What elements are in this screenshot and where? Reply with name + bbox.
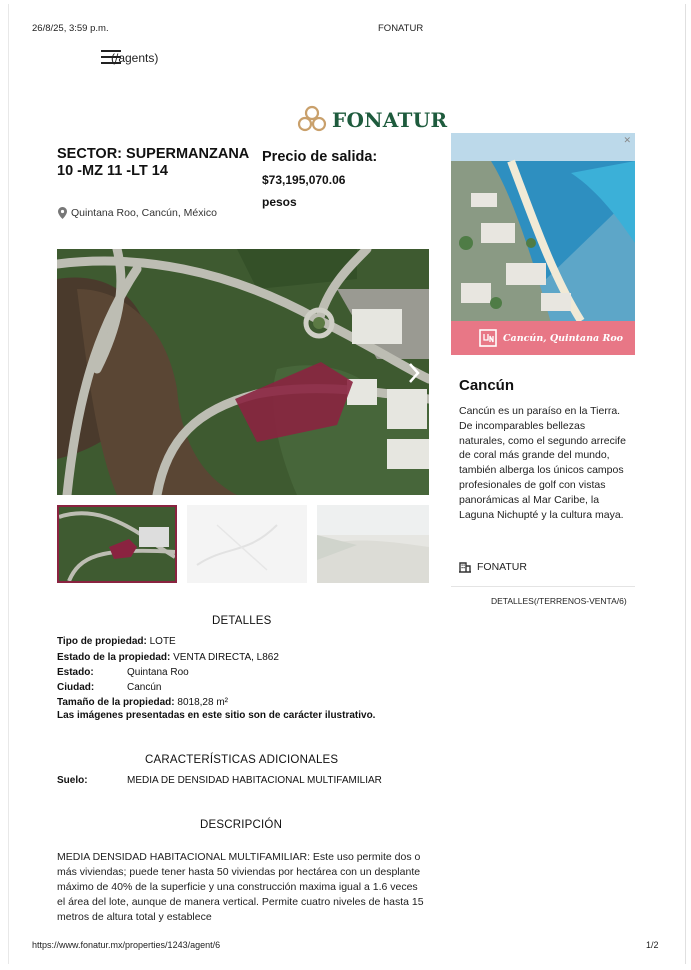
detail-row-size xyxy=(57,697,228,708)
price-label: Precio de salida: xyxy=(262,149,378,165)
detail-label: Tamaño de la propiedad: xyxy=(57,697,175,708)
close-icon[interactable]: ✕ xyxy=(623,135,631,145)
detail-value: VENTA DIRECTA, L862 xyxy=(173,652,279,663)
un-logo-icon xyxy=(479,329,497,347)
chevron-right-icon[interactable] xyxy=(407,362,421,384)
fonatur-emblem-icon xyxy=(296,104,328,136)
description-heading: DESCRIPCIÓN xyxy=(200,819,283,831)
detail-row-state xyxy=(57,667,189,678)
extra-value: MEDIA DE DENSIDAD HABITACIONAL MULTIFAMILIAR xyxy=(127,775,382,786)
description-text: MEDIA DENSIDAD HABITACIONAL MULTIFAMILIAR: Este uso permite dos o más viviendas; puede tener hasta 50 viviendas por hectárea con un desplante máximo de 40% de la superficie y una construcción maxima igual a 1.6 veces el área del lote, aunque de manera vertical. Permite cuatro niveles de hasta 15 metros de altura total y establece xyxy=(57,851,424,923)
logo-text: FONATUR xyxy=(332,108,448,132)
location-text: Quintana Roo, Cancún, México xyxy=(71,207,217,219)
thumbnail-3[interactable] xyxy=(317,505,429,583)
price-currency: pesos xyxy=(262,195,297,209)
detail-value: 8018,28 m² xyxy=(177,697,228,708)
extra-heading: CARACTERÍSTICAS ADICIONALES xyxy=(145,754,339,766)
detail-label: Ciudad: xyxy=(57,682,95,693)
detail-row-status xyxy=(57,652,279,663)
detail-row-city xyxy=(57,682,162,693)
price-block xyxy=(262,146,437,192)
map-pin-icon xyxy=(58,207,67,219)
thumbnail-1[interactable] xyxy=(57,505,177,583)
city-org-text: FONATUR xyxy=(477,561,527,573)
divider xyxy=(451,586,635,587)
print-date: 26/8/25, 3:59 p.m. xyxy=(32,23,109,34)
building-icon xyxy=(459,561,471,573)
city-description: Cancún es un paraíso en la Tierra. De incomparables bellezas naturales, como el segundo arrecife de coral más grande del mundo, también alberga los únicos campos profesionales de golf con vistas panorámicas al Mar Caribe, la Laguna Nichupté y la cultura maya. xyxy=(459,405,626,521)
detail-value: Quintana Roo xyxy=(127,667,189,678)
print-page-number: 1/2 xyxy=(646,940,659,950)
fonatur-logo[interactable] xyxy=(296,104,447,136)
details-link[interactable]: DETALLES(/TERRENOS-VENTA/6) xyxy=(491,596,627,606)
disclaimer-note: Las imágenes presentadas en este sitio son de carácter ilustrativo. xyxy=(57,710,376,721)
main-aerial-image[interactable] xyxy=(57,249,429,495)
extra-label: Suelo: xyxy=(57,775,88,786)
detail-label: Estado: xyxy=(57,667,94,678)
ad-caption: Cancún, Quintana Roo xyxy=(503,332,624,344)
agents-link[interactable]: (/agents) xyxy=(111,51,159,65)
details-heading: DETALLES xyxy=(212,615,272,627)
detail-label: Estado de la propiedad: xyxy=(57,652,171,663)
property-title: SECTOR: SUPERMANZANA 10 -MZ 11 -LT 14 xyxy=(57,146,249,179)
price-value: $73,195,070.06 xyxy=(262,173,346,187)
city-title: Cancún xyxy=(459,377,515,394)
city-org xyxy=(459,561,527,573)
print-footer-url: https://www.fonatur.mx/properties/1243/agent/6 xyxy=(32,940,221,950)
detail-value: Cancún xyxy=(127,682,162,693)
extra-row-soil xyxy=(57,775,382,786)
ad-caption-bar xyxy=(451,321,635,355)
thumbnail-2[interactable] xyxy=(187,505,307,583)
detail-row-type xyxy=(57,636,176,647)
property-location xyxy=(58,207,217,219)
detail-label: Tipo de propiedad: xyxy=(57,636,147,647)
ad-banner[interactable] xyxy=(451,133,635,355)
detail-value: LOTE xyxy=(149,636,176,647)
print-title: FONATUR xyxy=(378,23,424,34)
